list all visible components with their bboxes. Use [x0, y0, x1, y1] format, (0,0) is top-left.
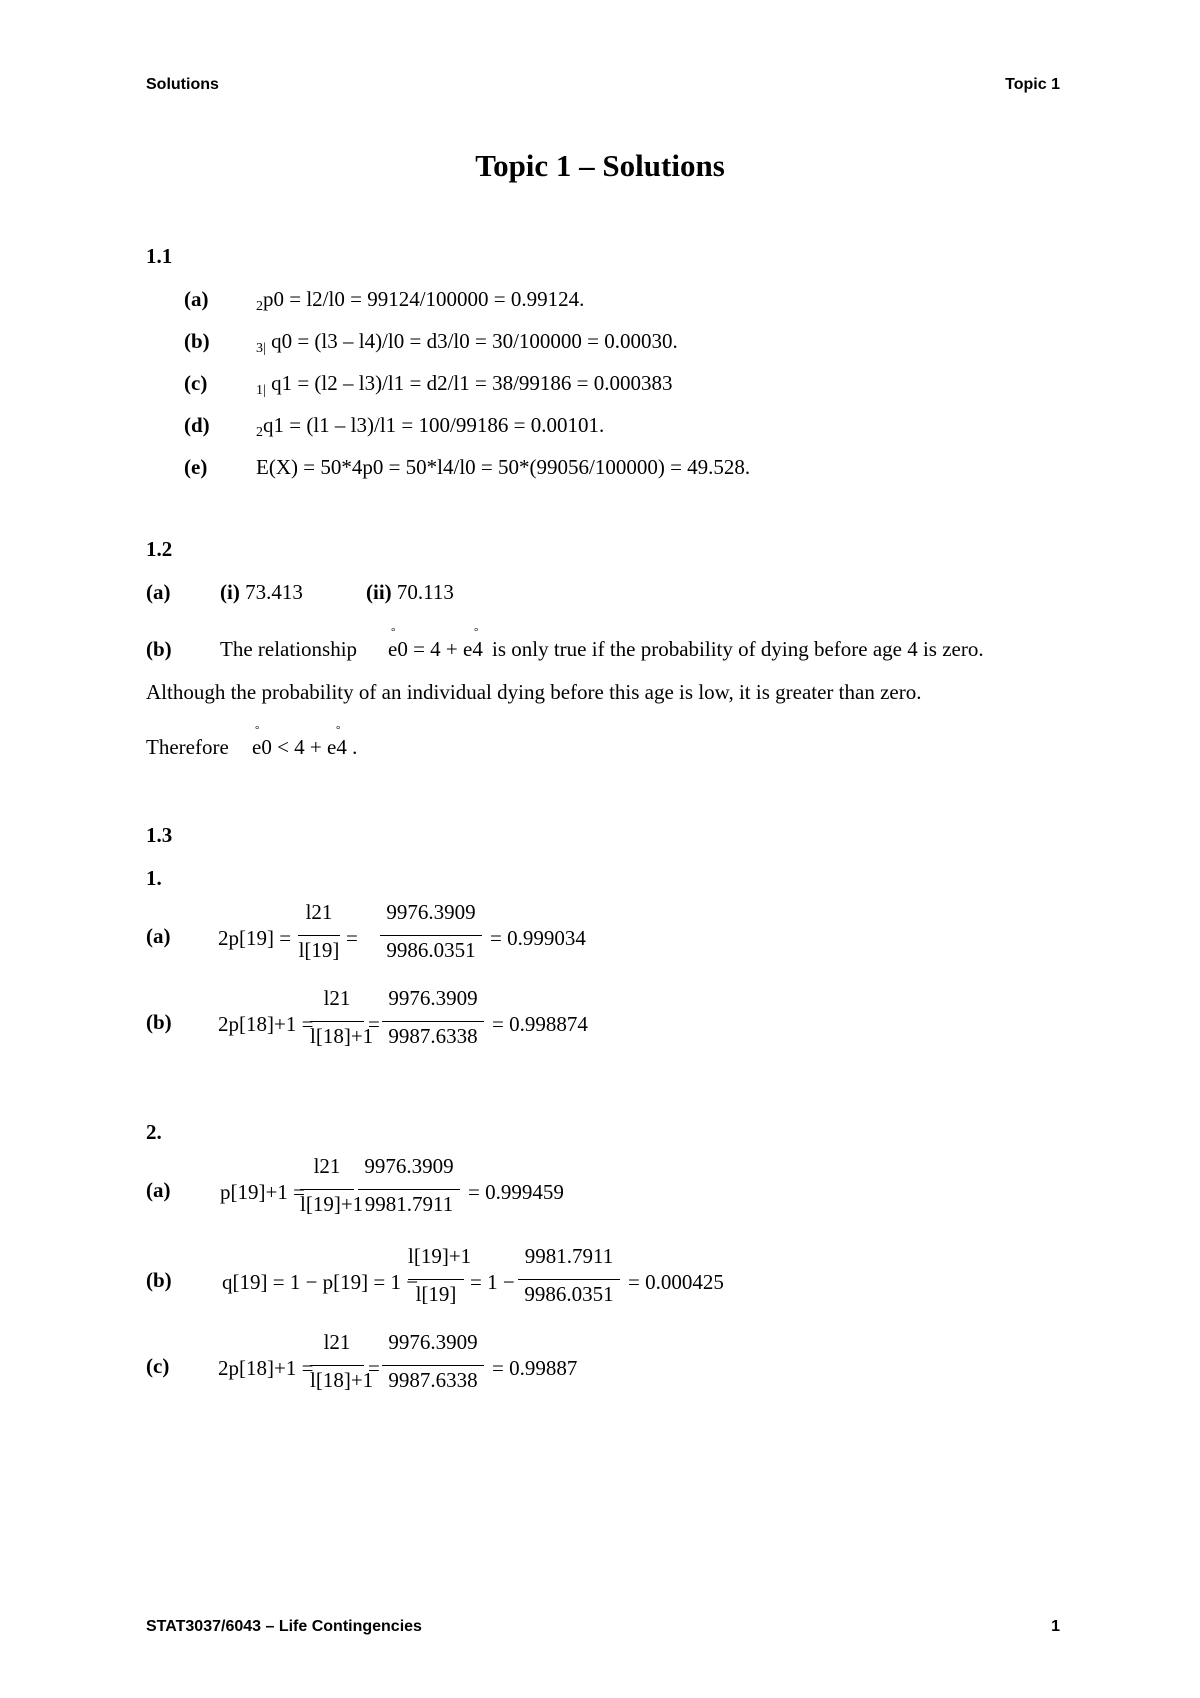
- s12-a-ii: (ii) 70.113: [366, 580, 454, 604]
- s11-item-c-label: (c): [184, 371, 208, 395]
- frac-numerator: l21: [323, 986, 351, 1010]
- s13-p1-a-lhs: 2p[19] =: [218, 926, 292, 950]
- s13-p2-b-label: (b): [146, 1268, 172, 1292]
- frac-denominator: l[19]: [298, 938, 340, 962]
- s11-item-d-label: (d): [184, 413, 210, 437]
- s12-b-line3-intro: Therefore: [146, 735, 229, 759]
- fraction-bar: [382, 1021, 484, 1022]
- s13-p1-a-frac1: [298, 900, 340, 972]
- s13-p2-b-lhs: q[19] = 1 − p[19] = 1 −: [222, 1270, 419, 1294]
- fraction-bar: [358, 1189, 460, 1190]
- s12-a-i: (i) 73.413: [220, 580, 303, 604]
- s12-a-label: (a): [146, 580, 171, 604]
- s11-item-e-label: (e): [184, 455, 208, 479]
- s13-p2-c-lhs: 2p[18]+1 =: [218, 1356, 314, 1380]
- frac-denominator: 9986.0351: [386, 938, 476, 962]
- s13-p1-a-label: (a): [146, 924, 171, 948]
- s13-p1-b-frac2: [382, 986, 484, 1058]
- s13-p1-b-label: (b): [146, 1010, 172, 1034]
- frac-numerator: l21: [313, 1154, 341, 1178]
- header-right: Topic 1: [1005, 76, 1060, 93]
- frac-numerator: l21: [305, 900, 333, 924]
- frac-numerator: 9976.3909: [388, 1330, 478, 1354]
- s12-b-rest: is only true if the probability of dying before age 4 is zero.: [492, 637, 984, 661]
- fraction-bar: [518, 1279, 620, 1280]
- section-1-2-heading: 1.2: [146, 537, 173, 561]
- frac-denominator: 9986.0351: [524, 1282, 614, 1306]
- section-1-1-heading: 1.1: [146, 244, 173, 268]
- frac-denominator: l[19]+1: [300, 1192, 364, 1216]
- s12-b-line2: Although the probability of an individual dying before this age is low, it is greater than zero.: [146, 680, 922, 704]
- frac-denominator: 9987.6338: [388, 1368, 478, 1392]
- frac-numerator: l21: [323, 1330, 351, 1354]
- s13-p2-a-frac1: [300, 1154, 364, 1226]
- s11-item-d-eq: 2q1 = (l1 – l3)/l1 = 100/99186 = 0.00101.: [256, 413, 605, 440]
- s13-p2-a-frac2: [358, 1154, 460, 1226]
- s12-b-intro: The relationship: [220, 637, 358, 661]
- frac-numerator: 9976.3909: [364, 1154, 454, 1178]
- s13-p2-b-frac2: [518, 1244, 620, 1316]
- s13-p2-b-mid: = 1 −: [470, 1270, 515, 1294]
- s13-p2-a-label: (a): [146, 1178, 171, 1202]
- fraction-bar: [300, 1189, 354, 1190]
- section-1-3-heading: 1.3: [146, 823, 173, 847]
- s12-b-equation: e0 = 4 + e4: [388, 637, 483, 661]
- s13-p2-a-lhs: p[19]+1 =: [220, 1180, 305, 1204]
- s13-p2-c-label: (c): [146, 1354, 170, 1378]
- ring-accent-icon: °: [336, 724, 341, 736]
- frac-numerator: l[19]+1: [408, 1244, 472, 1268]
- s12-b-line3-equation: e0 < 4 + e4 .: [252, 735, 358, 759]
- s13-p2-a-result: = 0.999459: [468, 1180, 564, 1204]
- s11-item-e-eq: E(X) = 50*4p0 = 50*l4/l0 = 50*(99056/100000) = 49.528.: [256, 455, 751, 479]
- frac-denominator: 9981.7911: [364, 1192, 454, 1216]
- s11-item-c-eq: 1| q1 = (l2 – l3)/l1 = d2/l1 = 38/99186 = 0.000383: [256, 371, 673, 398]
- header-left: Solutions: [146, 76, 219, 93]
- s13-p1-b-lhs: 2p[18]+1 =: [218, 1012, 314, 1036]
- equals-sign: =: [368, 1356, 380, 1380]
- s13-p2-c-frac2: [382, 1330, 484, 1402]
- equals-sign: =: [368, 1012, 380, 1036]
- frac-denominator: l[18]+1: [310, 1368, 374, 1392]
- s11-item-b-label: (b): [184, 329, 210, 353]
- fraction-bar: [298, 935, 340, 936]
- page-title: Topic 1 – Solutions: [475, 148, 725, 183]
- s11-item-a-eq: 2p0 = l2/l0 = 99124/100000 = 0.99124.: [256, 287, 585, 314]
- fraction-bar: [310, 1021, 364, 1022]
- ring-accent-icon: °: [474, 626, 479, 638]
- s11-item-b-eq: 3| q0 = (l3 – l4)/l0 = d3/l0 = 30/100000 = 0.00030.: [256, 329, 678, 356]
- frac-numerator: 9981.7911: [524, 1244, 614, 1268]
- s13-p1-a-frac2: [380, 900, 482, 972]
- frac-denominator: l[19]: [415, 1282, 457, 1306]
- s13-part2-heading: 2.: [146, 1120, 162, 1144]
- page-number: 1: [1051, 1618, 1060, 1635]
- fraction-bar: [408, 1279, 464, 1280]
- footer-left: STAT3037/6043 – Life Contingencies: [146, 1618, 422, 1635]
- s13-p1-a-result: = 0.999034: [490, 926, 586, 950]
- frac-numerator: 9976.3909: [388, 986, 478, 1010]
- s13-p1-b-frac1: [310, 986, 374, 1058]
- s13-p1-b-result: = 0.998874: [492, 1012, 588, 1036]
- frac-denominator: l[18]+1: [310, 1024, 374, 1048]
- fraction-bar: [382, 1365, 484, 1366]
- frac-numerator: 9976.3909: [386, 900, 476, 924]
- ring-accent-icon: °: [391, 626, 396, 638]
- fraction-bar: [380, 935, 482, 936]
- s13-p2-c-frac1: [310, 1330, 374, 1402]
- frac-denominator: 9987.6338: [388, 1024, 478, 1048]
- s12-b-label: (b): [146, 637, 172, 661]
- s13-part1-heading: 1.: [146, 866, 162, 890]
- equals-sign: =: [346, 926, 358, 950]
- s11-item-a-label: (a): [184, 287, 209, 311]
- fraction-bar: [310, 1365, 364, 1366]
- s13-p2-b-frac1: [408, 1244, 472, 1316]
- ring-accent-icon: °: [255, 724, 260, 736]
- s13-p2-b-result: = 0.000425: [628, 1270, 724, 1294]
- s13-p2-c-result: = 0.99887: [492, 1356, 578, 1380]
